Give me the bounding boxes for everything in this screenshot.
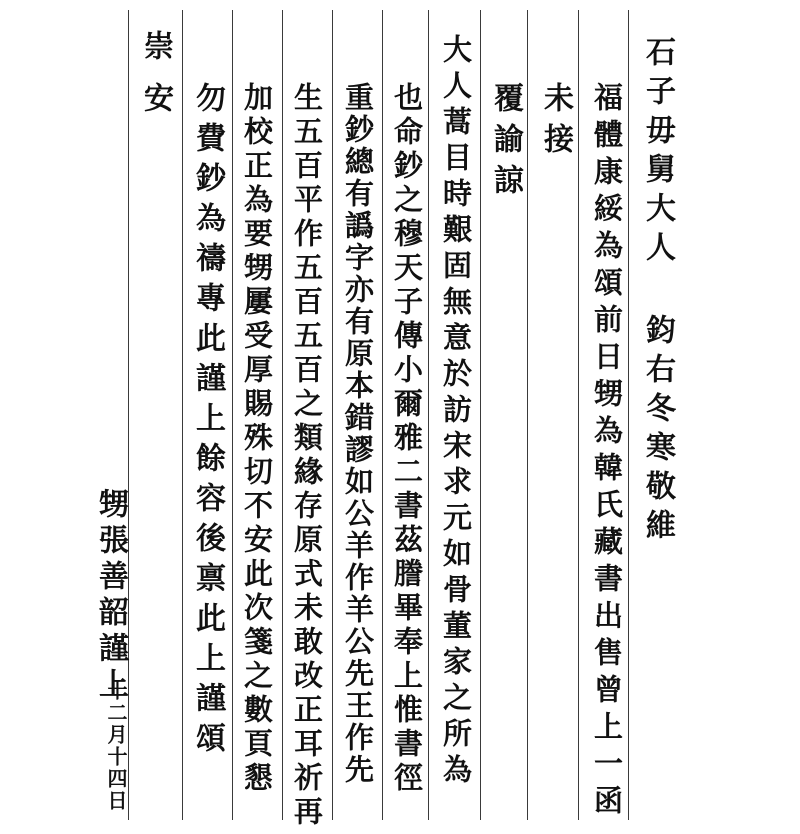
letter-column-5: 大人蒿目時艱固無意於訪宋求元如骨董家之所為 <box>439 34 473 790</box>
column-rule <box>480 10 481 820</box>
letter-column-1: 石子毋舅大人 鈞右冬寒敬維 <box>640 36 675 548</box>
column-rule <box>128 10 129 820</box>
letter-column-6: 也命鈔之穆天子傳小爾雅二書茲謄畢奉上惟書徑 <box>390 82 424 796</box>
column-rule <box>282 10 283 820</box>
letter-column-7: 重鈔總有譌字亦有原本錯謬如公羊作羊公先王作先 <box>341 82 375 786</box>
column-rule <box>527 10 528 820</box>
letter-column-4: 覆諭諒 <box>488 82 523 205</box>
column-rule <box>578 10 579 820</box>
letter-column-3: 未接 <box>538 82 573 164</box>
column-rule <box>628 10 629 820</box>
column-rule <box>182 10 183 820</box>
column-rule <box>332 10 333 820</box>
column-rule <box>382 10 383 820</box>
letter-column-11: 崇安 <box>138 30 173 134</box>
column-rule <box>428 10 429 820</box>
letter-column-8: 生五百平作五百五百之類緣存原式未敢改正耳祈再 <box>290 82 324 830</box>
letter-column-9: 加校正為要甥屢受厚賜殊切不安此次箋之數頁懇 <box>240 82 274 796</box>
letter-date: 十二月十四日 <box>104 680 128 812</box>
signature: 甥張善韶謹上 <box>93 488 128 704</box>
letter-column-10: 勿費鈔為禱專此謹上餘容後禀此上謹頌 <box>190 82 225 762</box>
letter-column-2: 福體康綏為頌前日甥為韓氏藏書出售曾上一函 <box>590 82 624 822</box>
column-rule <box>232 10 233 820</box>
